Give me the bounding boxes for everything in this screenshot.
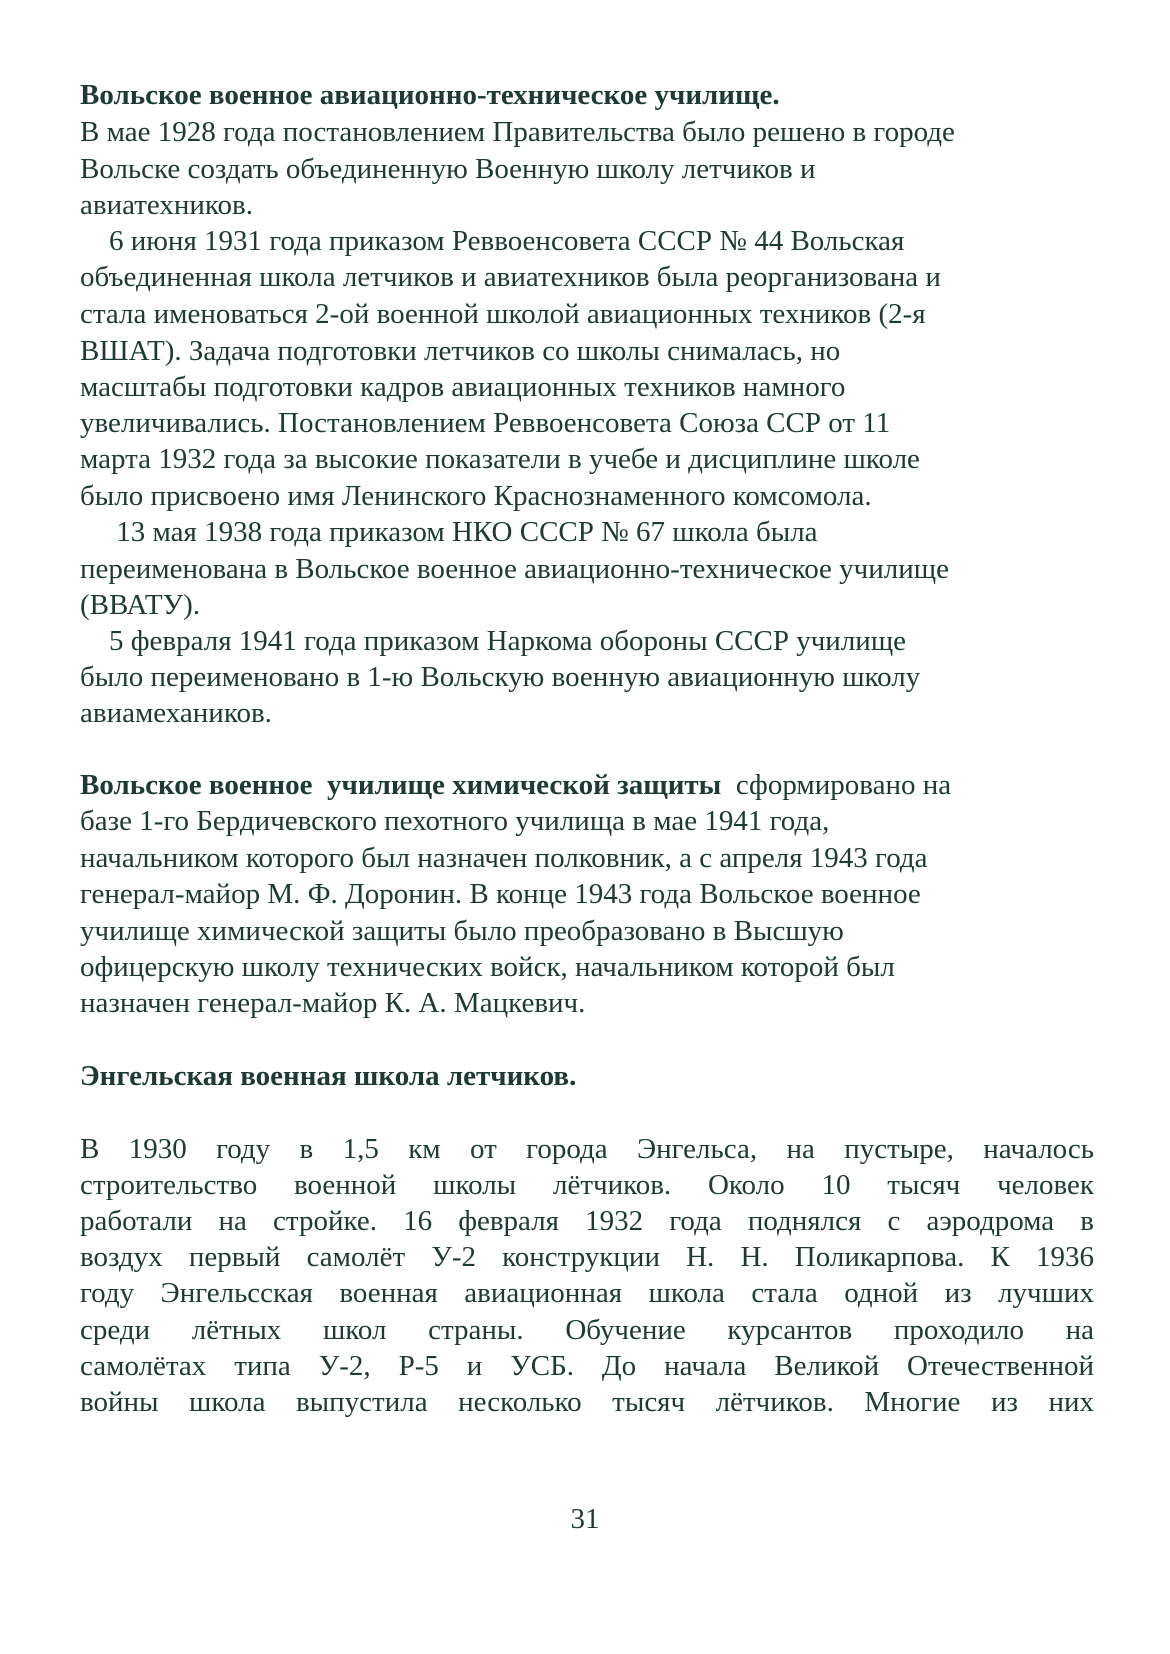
- text-line: было присвоено имя Ленинского Краснознаменного комсомола.: [80, 480, 872, 512]
- text-line: воздух первый самолёт У-2 конструкции Н. Н. Поликарпова. К 1936: [80, 1241, 1094, 1273]
- text-line: Вольске создать объединенную Военную школу летчиков и: [80, 153, 816, 185]
- text-line: начальником которого был назначен полковник, а с апреля 1943 года: [80, 842, 928, 874]
- text-line: увеличивались. Постановлением Реввоенсовета Союза ССР от 11: [80, 407, 891, 439]
- text-line: работали на стройке. 16 февраля 1932 года поднялся с аэродрома в: [80, 1205, 1094, 1237]
- text-line: базе 1-го Бердичевского пехотного училища в мае 1941 года,: [80, 805, 830, 837]
- text-line: стала именоваться 2-ой военной школой авиационных техников (2-я: [80, 298, 926, 330]
- text-line: самолётах типа У-2, Р-5 и УСБ. До начала Великой Отечественной: [80, 1350, 1094, 1382]
- text-line: войны школа выпустила несколько тысяч лётчиков. Многие из них: [80, 1386, 1094, 1418]
- text-line: 13 мая 1938 года приказом НКО СССР № 67 школа была: [80, 516, 818, 548]
- section-heading: Энгельская военная школа летчиков.: [80, 1060, 577, 1092]
- text-line: ВШАТ). Задача подготовки летчиков со школы снималась, но: [80, 335, 841, 367]
- text-line: среди лётных школ страны. Обучение курсантов проходило на: [80, 1314, 1094, 1346]
- text-line: училище химической защиты было преобразовано в Высшую: [80, 915, 844, 947]
- text-line: назначен генерал-майор К. А. Мацкевич.: [80, 987, 586, 1019]
- text-line: авиамехаников.: [80, 697, 272, 729]
- text-line: 6 июня 1931 года приказом Реввоенсовета СССР № 44 Вольская: [80, 225, 905, 257]
- text-line: объединенная школа летчиков и авиатехников была реорганизована и: [80, 261, 941, 293]
- text-line: (ВВАТУ).: [80, 589, 201, 621]
- text-line: В мае 1928 года постановлением Правительства было решено в городе: [80, 116, 955, 148]
- section-first-line: [80, 766, 1094, 804]
- text-line: строительство военной школы лётчиков. Около 10 тысяч человек: [80, 1169, 1094, 1201]
- section-heading: Вольское военное авиационно-техническое училище.: [80, 79, 780, 111]
- text-line: марта 1932 года за высокие показатели в учебе и дисциплине школе: [80, 443, 920, 475]
- text-fragment: сформировано на: [721, 769, 952, 801]
- text-line: авиатехников.: [80, 189, 253, 221]
- text-line: году Энгельсская военная авиационная школа стала одной из лучших: [80, 1277, 1094, 1309]
- section-heading: Вольское военное училище химической защиты: [80, 769, 722, 801]
- text-line: было переименовано в 1-ю Вольскую военную авиационную школу: [80, 661, 921, 693]
- text-line: офицерскую школу технических войск, начальником которой был: [80, 951, 895, 983]
- page-number: 31: [570, 1503, 600, 1535]
- text-line: генерал-майор М. Ф. Доронин. В конце 1943 года Вольское военное: [80, 878, 921, 910]
- text-line: переименована в Вольское военное авиационно-техническое училище: [80, 553, 949, 585]
- text-line: масштабы подготовки кадров авиационных техников намного: [80, 371, 846, 403]
- text-line: 5 февраля 1941 года приказом Наркома обороны СССР училище: [80, 625, 907, 657]
- text-line: В 1930 году в 1,5 км от города Энгельса, на пустыре, началось: [80, 1133, 1094, 1165]
